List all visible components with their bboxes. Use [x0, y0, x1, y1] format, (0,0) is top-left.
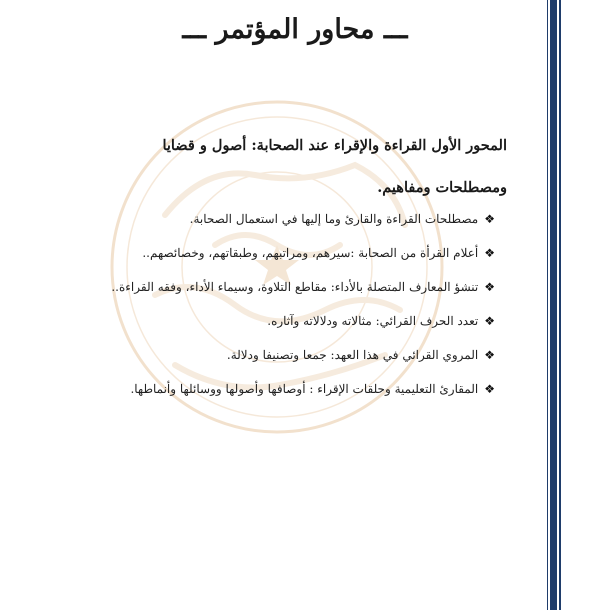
list-item-text: المقارئ التعليمية وحلقات الإقراء : أوصافها وأصولها ووسائلها وأنماطها. [130, 382, 479, 396]
diamond-bullet-icon: ❖ [484, 348, 495, 362]
list-item [75, 312, 495, 346]
axis-heading: المحور الأول القراءة والإقراء عند الصحابة: أصول و قضايا ومصطلحات ومفاهيم. [162, 137, 507, 196]
list-item-text: مصطلحات القراءة والقارئ وما إليها في استعمال الصحابة. [189, 212, 479, 226]
diamond-bullet-icon: ❖ [484, 382, 495, 396]
list-item [75, 278, 495, 312]
list-item-text: تعدد الحرف القرائي: مثالاته ودلالاته وآثاره. [267, 314, 479, 328]
diamond-bullet-icon: ❖ [484, 280, 495, 294]
list-item [75, 346, 495, 380]
page-border-outer [559, 0, 561, 610]
list-item [75, 380, 495, 414]
list-item-text: أعلام القرأة من الصحابة :سيرهم، ومراتبهم، وطبقاتهم، وخصائصهم.. [142, 246, 479, 260]
diamond-bullet-icon: ❖ [484, 314, 495, 328]
page-border-inner [547, 0, 548, 610]
list-item-text: المروي القرائي في هذا العهد: جمعا وتصنيفا ودلالة. [226, 348, 479, 362]
page-title: ـــ محاور المؤتمر ـــ [182, 14, 408, 45]
list-item [75, 244, 495, 278]
list-item-text: تنشؤ المعارف المتصلة بالأداء: مقاطع التلاوة، وسيماء الأداء، وفقه القراءة.. [111, 280, 479, 294]
diamond-bullet-icon: ❖ [484, 212, 495, 226]
axis-items-list [75, 210, 495, 414]
diamond-bullet-icon: ❖ [484, 246, 495, 260]
list-item [75, 210, 495, 244]
page-border-thick [550, 0, 557, 610]
